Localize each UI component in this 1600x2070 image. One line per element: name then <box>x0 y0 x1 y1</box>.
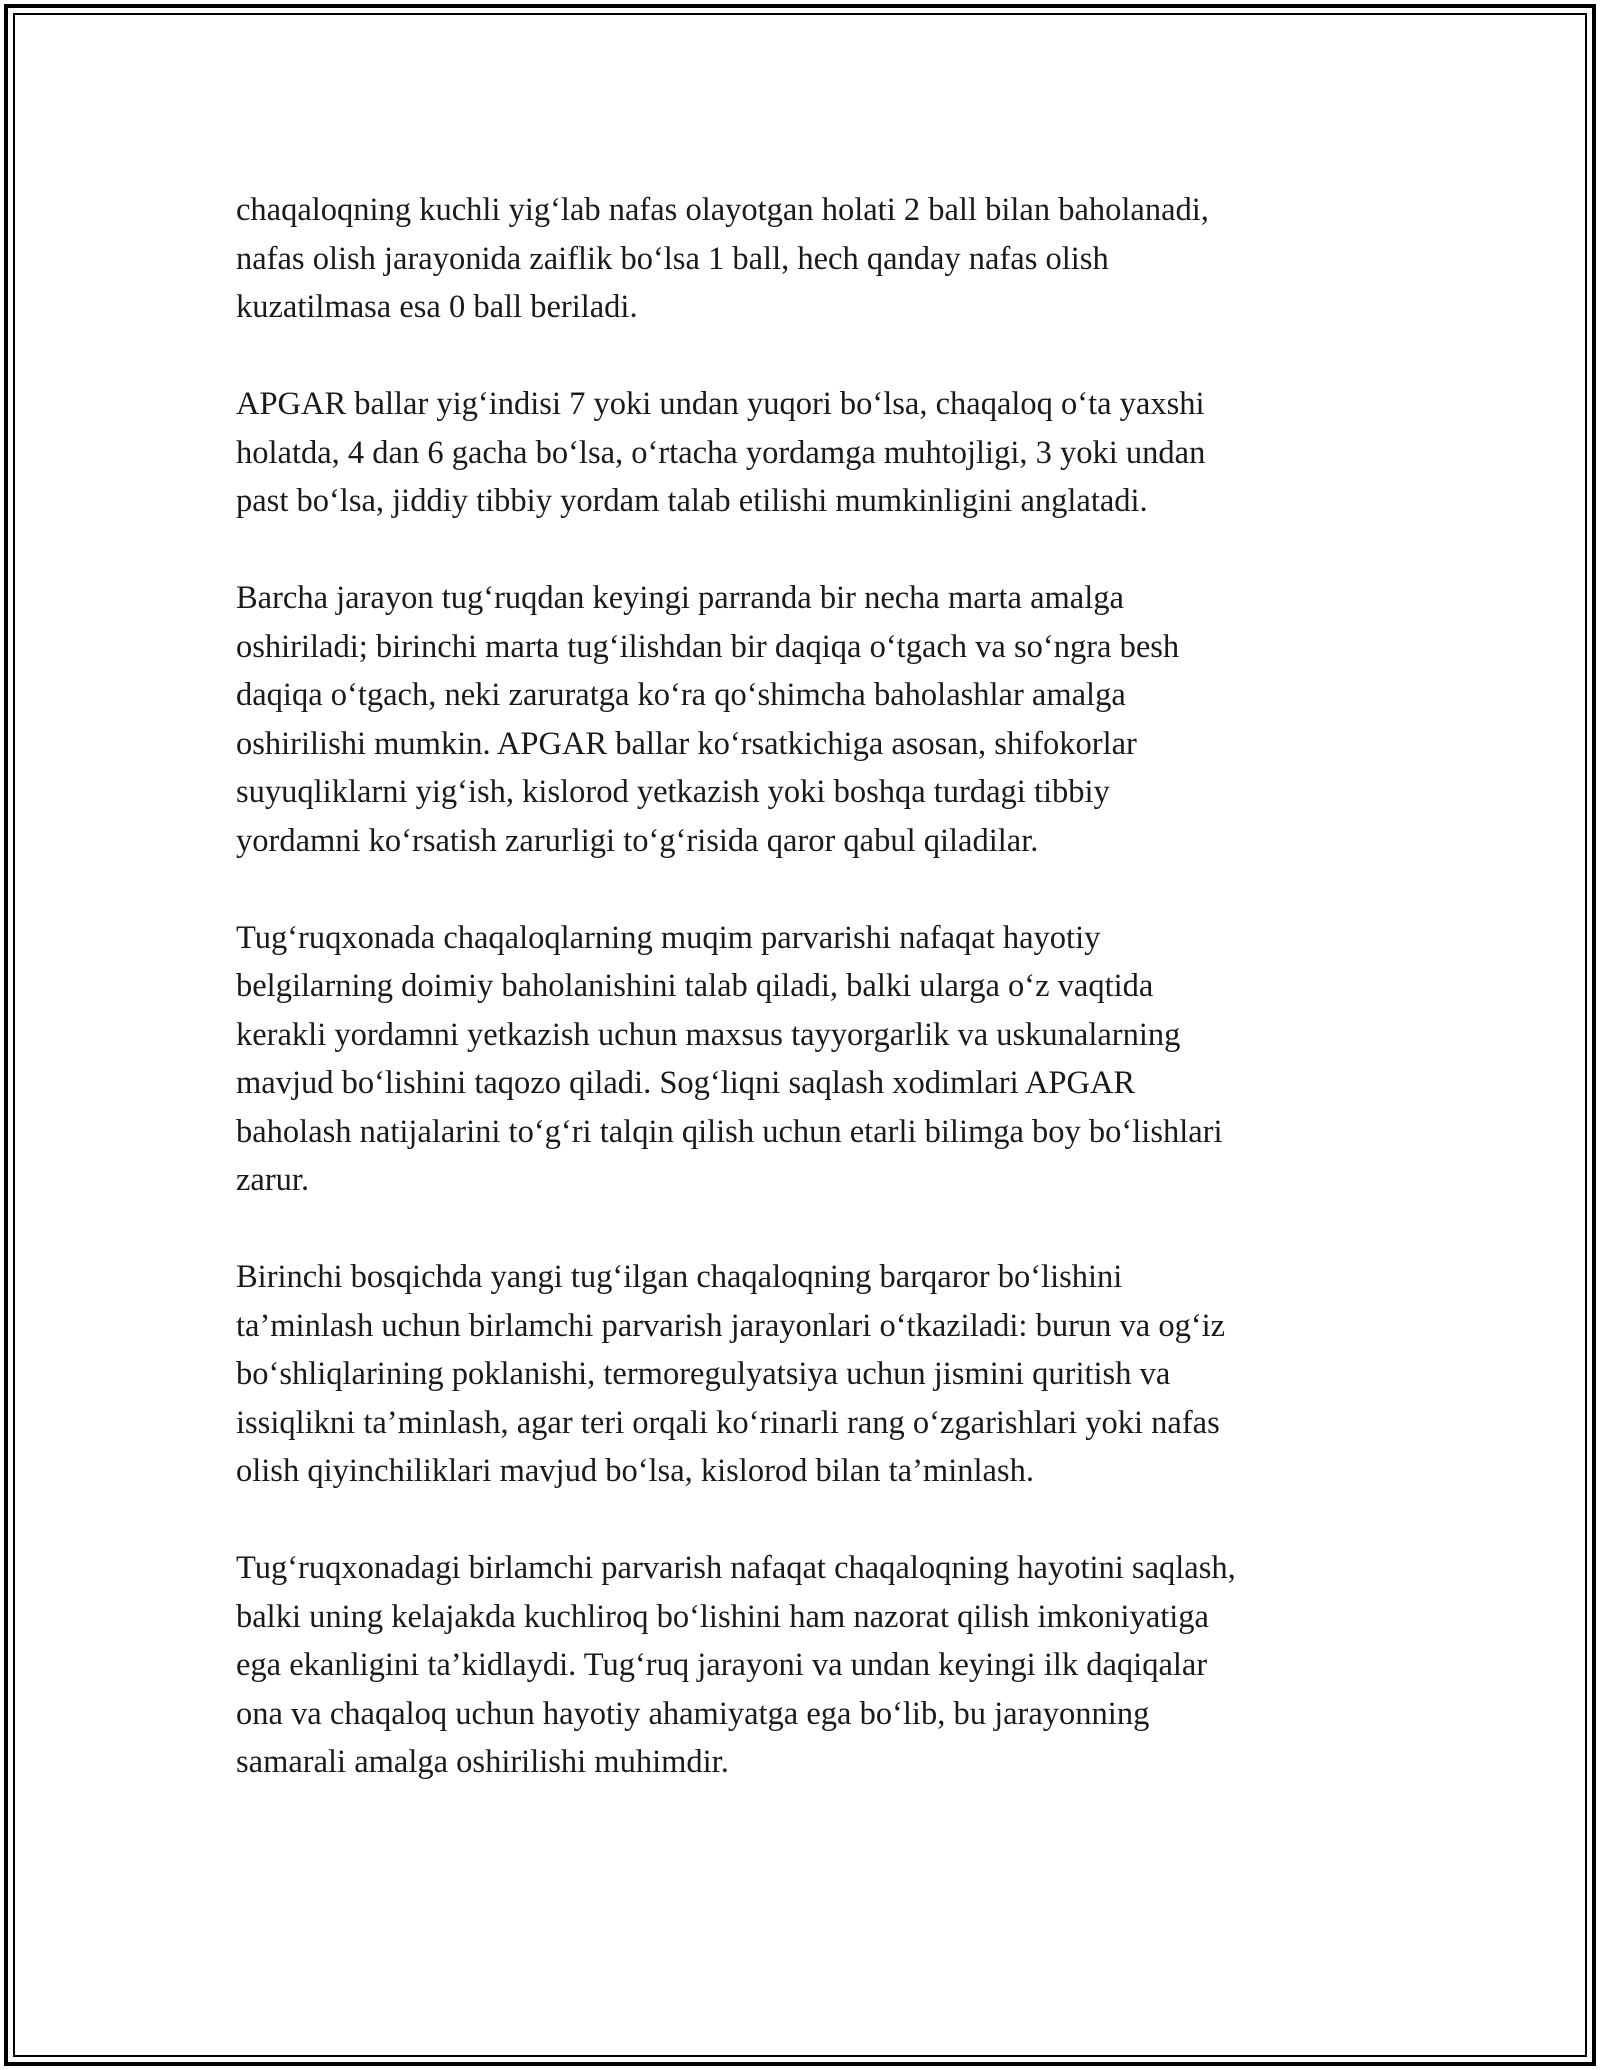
text-line: ona va chaqaloq uchun hayotiy ahamiyatga ega bo‘lib, bu jarayonning <box>236 1695 1150 1732</box>
text-line: ta’minlash uchun birlamchi parvarish jarayonlari o‘tkaziladi: burun va og‘iz <box>236 1307 1226 1344</box>
text-line: Birinchi bosqichda yangi tug‘ilgan chaqaloqning barqaror bo‘lishini <box>236 1259 1123 1295</box>
text-line: zarur. <box>236 1162 310 1198</box>
text-line: chaqaloqning kuchli yig‘lab nafas olayotgan holati 2 ball bilan baholanadi, <box>236 192 1209 228</box>
text-line: Tug‘ruqxonada chaqaloqlarning muqim parvarishi nafaqat hayotiy <box>236 919 1101 956</box>
text-line: baholash natijalarini to‘g‘ri talqin qilish uchun etarli bilimga boy bo‘lishlari <box>236 1113 1223 1150</box>
paragraph-apgar-score-interpretation <box>236 380 1386 526</box>
text-line: bo‘shliqlarining poklanishi, termoregulyatsiya uchun jismini quritish va <box>236 1356 1171 1392</box>
paragraph-maternity-care <box>236 914 1386 1205</box>
text-line: ega ekanligini ta’kidlaydi. Tug‘ruq jarayoni va undan keyingi ilk daqiqalar <box>236 1647 1208 1683</box>
text-line: oshirilishi mumkin. APGAR ballar ko‘rsatkichiga asosan, shifokorlar <box>236 725 1137 762</box>
text-line: holatda, 4 dan 6 gacha bo‘lsa, o‘rtacha yordamga muhtojligi, 3 yoki undan <box>236 434 1206 471</box>
text-line: daqiqa o‘tgach, neki zaruratga ko‘ra qo‘shimcha baholashlar amalga <box>236 677 1126 713</box>
paragraph-assessment-timing <box>236 574 1386 865</box>
text-line: balki uning kelajakda kuchliroq bo‘lishini ham nazorat qilish imkoniyatiga <box>236 1598 1209 1635</box>
text-line: Barcha jarayon tug‘ruqdan keyingi parranda bir necha marta amalga <box>236 580 1124 616</box>
paragraph-conclusion <box>236 1544 1386 1787</box>
text-line: Tug‘ruqxonadagi birlamchi parvarish nafaqat chaqaloqning hayotini saqlash, <box>236 1550 1236 1586</box>
text-line: kuzatilmasa esa 0 ball beriladi. <box>236 289 638 325</box>
text-line: APGAR ballar yig‘indisi 7 yoki undan yuqori bo‘lsa, chaqaloq o‘ta yaxshi <box>236 386 1205 422</box>
text-line: belgilarning doimiy baholanishini talab qiladi, balki ularga o‘z vaqtida <box>236 968 1154 1004</box>
text-line: kerakli yordamni yetkazish uchun maxsus tayyorgarlik va uskunalarning <box>236 1016 1181 1053</box>
text-line: oshiriladi; birinchi marta tug‘ilishdan bir daqiqa o‘tgach va so‘ngra besh <box>236 628 1180 665</box>
text-line: past bo‘lsa, jiddiy tibbiy yordam talab etilishi mumkinligini anglatadi. <box>236 483 1148 519</box>
text-line: nafas olish jarayonida zaiflik bo‘lsa 1 ball, hech qanday nafas olish <box>236 240 1109 277</box>
text-line: mavjud bo‘lishini taqozo qiladi. Sog‘liqni saqlash xodimlari APGAR <box>236 1065 1136 1101</box>
text-line: yordamni ko‘rsatish zarurligi to‘g‘risida qaror qabul qiladilar. <box>236 822 1039 859</box>
document-body <box>236 186 1386 1835</box>
paragraph-first-stage-care <box>236 1253 1386 1496</box>
paragraph-apgar-breathing <box>236 186 1386 332</box>
text-line: issiqlikni ta’minlash, agar teri orqali ko‘rinarli rang o‘zgarishlari yoki nafas <box>236 1404 1220 1441</box>
text-line: suyuqliklarni yig‘ish, kislorod yetkazish yoki boshqa turdagi tibbiy <box>236 774 1110 810</box>
text-line: olish qiyinchiliklari mavjud bo‘lsa, kislorod bilan ta’minlash. <box>236 1453 1034 1489</box>
text-line: samarali amalga oshirilishi muhimdir. <box>236 1744 729 1780</box>
